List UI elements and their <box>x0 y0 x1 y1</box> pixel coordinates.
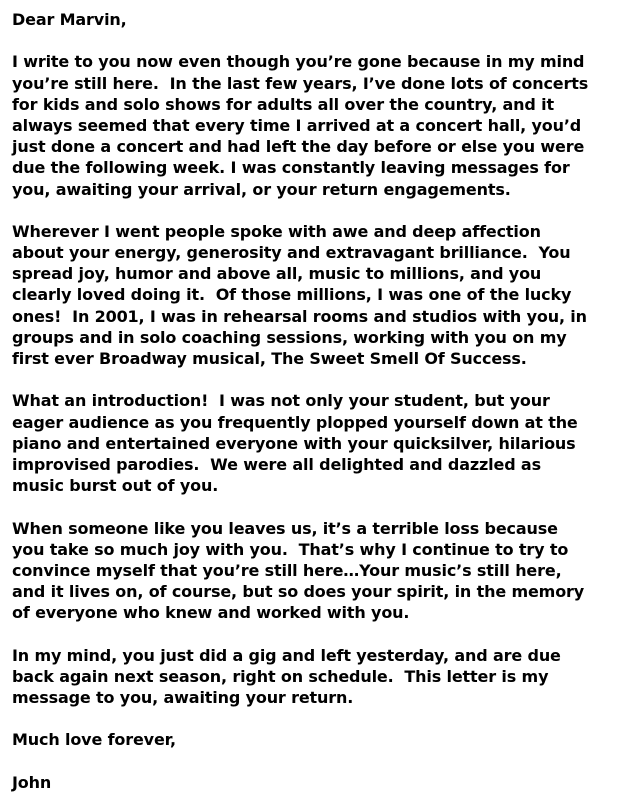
paragraph-line: Wherever I went people spoke with awe and deep affection <box>12 221 541 241</box>
paragraph-2 <box>12 221 614 369</box>
paragraph-line: When someone like you leaves us, it’s a terrible loss because <box>12 518 558 538</box>
paragraph-line: clearly loved doing it. Of those millions, I was one of the lucky <box>12 285 572 305</box>
paragraph-line: eager audience as you frequently plopped yourself down at the <box>12 412 578 432</box>
paragraph-gap <box>12 751 614 772</box>
paragraph-line: for kids and solo shows for adults all over the country, and it <box>12 94 554 114</box>
paragraph-gap <box>12 369 614 390</box>
paragraph-line: due the following week. I was constantly leaving messages for <box>12 158 570 178</box>
paragraph-line: In my mind, you just did a gig and left yesterday, and are due <box>12 645 561 665</box>
paragraph-4 <box>12 518 614 624</box>
paragraph-1 <box>12 51 614 199</box>
paragraph-line: piano and entertained everyone with your quicksilver, hilarious <box>12 433 576 453</box>
paragraph-line: you take so much joy with you. That’s why I continue to try to <box>12 539 569 559</box>
paragraph-gap <box>12 496 614 517</box>
paragraph-line: convince myself that you’re still here…Your music’s still here, <box>12 560 562 580</box>
paragraph-line: back again next season, right on schedule. This letter is my <box>12 666 549 686</box>
paragraph-line: I write to you now even though you’re gone because in my mind <box>12 52 585 72</box>
paragraph-line: about your energy, generosity and extravagant brilliance. You <box>12 243 571 263</box>
paragraph-line: spread joy, humor and above all, music to millions, and you <box>12 264 542 284</box>
paragraph-line: first ever Broadway musical, The Sweet Smell Of Success. <box>12 349 527 368</box>
paragraph-gap <box>12 708 614 729</box>
paragraph-gap <box>12 200 614 221</box>
paragraph-line: you, awaiting your arrival, or your return engagements. <box>12 179 511 199</box>
signature: John <box>12 772 52 792</box>
paragraph-line: What an introduction! I was not only your student, but your <box>12 391 550 411</box>
paragraph-line: and it lives on, of course, but so does your spirit, in the memory <box>12 582 585 602</box>
paragraph-3 <box>12 390 614 496</box>
salutation: Dear Marvin, <box>12 10 127 29</box>
paragraph-line: always seemed that every time I arrived at a concert hall, you’d <box>12 115 582 135</box>
paragraph-line: you’re still here. In the last few years, I’ve done lots of concerts <box>12 73 589 93</box>
paragraph-5 <box>12 645 614 709</box>
paragraph-line: message to you, awaiting your return. <box>12 688 354 707</box>
paragraph-gap <box>12 623 614 644</box>
paragraph-line: just done a concert and had left the day before or else you were <box>12 137 585 157</box>
paragraph-gap <box>12 30 614 51</box>
letter-document <box>12 9 614 793</box>
paragraph-line: groups and in solo coaching sessions, working with you on my <box>12 327 567 347</box>
paragraph-line: ones! In 2001, I was in rehearsal rooms and studios with you, in <box>12 306 587 326</box>
paragraph-line: music burst out of you. <box>12 476 219 496</box>
closing: Much love forever, <box>12 730 176 750</box>
paragraph-line: of everyone who knew and worked with you. <box>12 603 410 623</box>
paragraph-line: improvised parodies. We were all delighted and dazzled as <box>12 454 541 474</box>
